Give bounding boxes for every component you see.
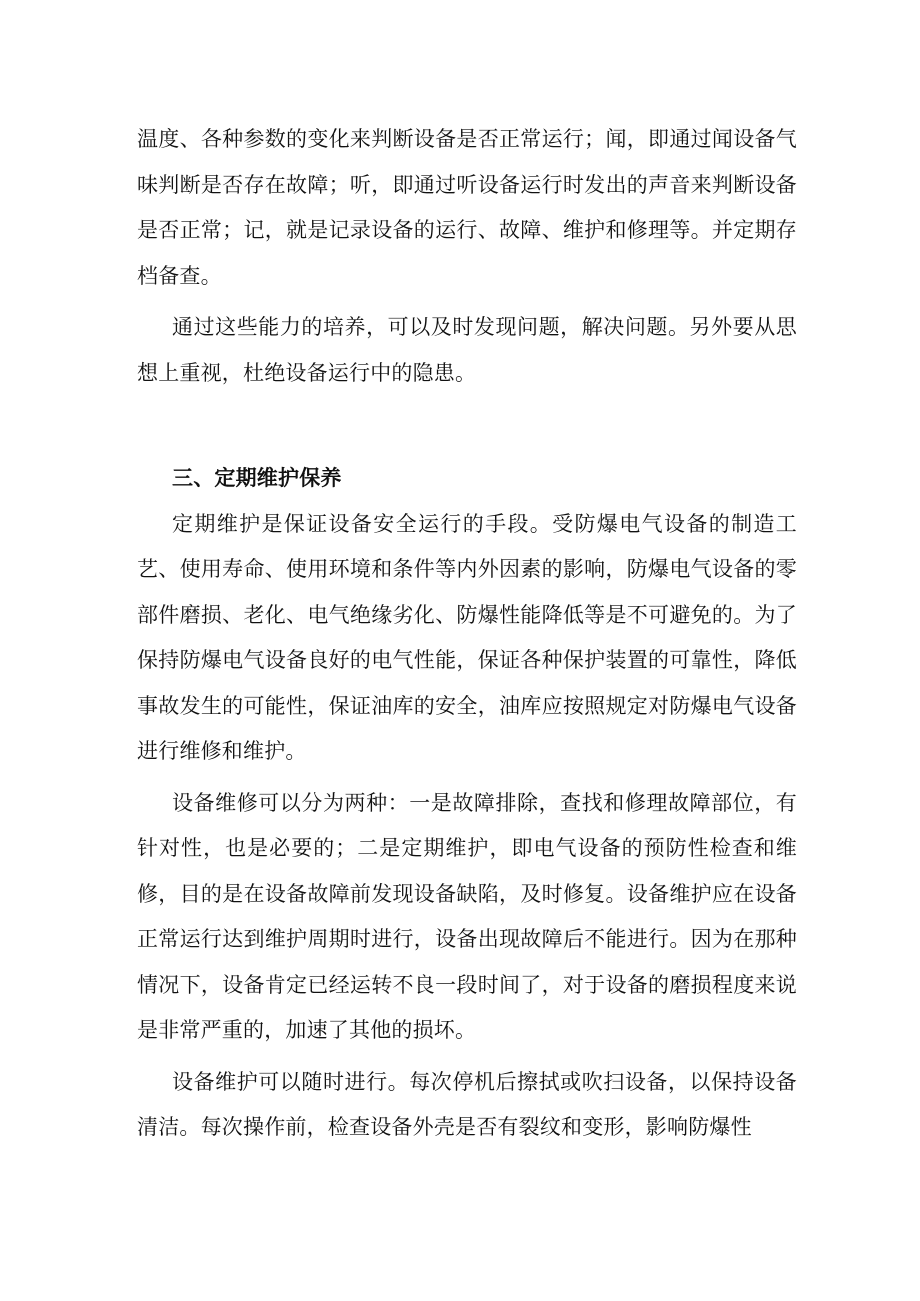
paragraph-daily-maintenance: 设备维护可以随时进行。每次停机后擦拭或吹扫设备，以保持设备清洁。每次操作前，检查设备外壳是否有裂纹和变形，影响防爆性	[137, 1069, 797, 1139]
paragraph-ability-training: 通过这些能力的培养，可以及时发现问题，解决问题。另外要从思想上重视，杜绝设备运行中的隐患。	[137, 315, 797, 385]
document-body	[137, 117, 797, 1151]
paragraph-repair-types: 设备维修可以分为两种：一是故障排除，查找和修理故障部位，有针对性，也是必要的；二是定期维护，即电气设备的预防性检查和维修，目的是在设备故障前发现设备缺陷，及时修复。设备维护应在设备正常运行达到维护周期时进行，设备出现故障后不能进行。因为在那种情况下，设备肯定已经运转不良一段时间了，对于设备的磨损程度来说是非常严重的，加速了其他的损坏。	[137, 790, 797, 1042]
paragraph-periodic-maintenance: 定期维护是保证设备安全运行的手段。受防爆电气设备的制造工艺、使用寿命、使用环境和条件等内外因素的影响，防爆电气设备的零部件磨损、老化、电气绝缘劣化、防爆性能降低等是不可避免的。为了保持防爆电气设备良好的电气性能，保证各种保护装置的可靠性，降低事故发生的可能性，保证油库的安全，油库应按照规定对防爆电气设备进行维修和维护。	[137, 511, 797, 763]
section-heading: 三、定期维护保养	[172, 466, 342, 490]
section-spacer	[137, 396, 797, 456]
paragraph-inspection-methods: 温度、各种参数的变化来判断设备是否正常运行；闻，即通过闻设备气味判断是否存在故障；听，即通过听设备运行时发出的声音来判断设备是否正常；记，就是记录设备的运行、故障、维护和修理等。并定期存档备查。	[137, 127, 797, 288]
